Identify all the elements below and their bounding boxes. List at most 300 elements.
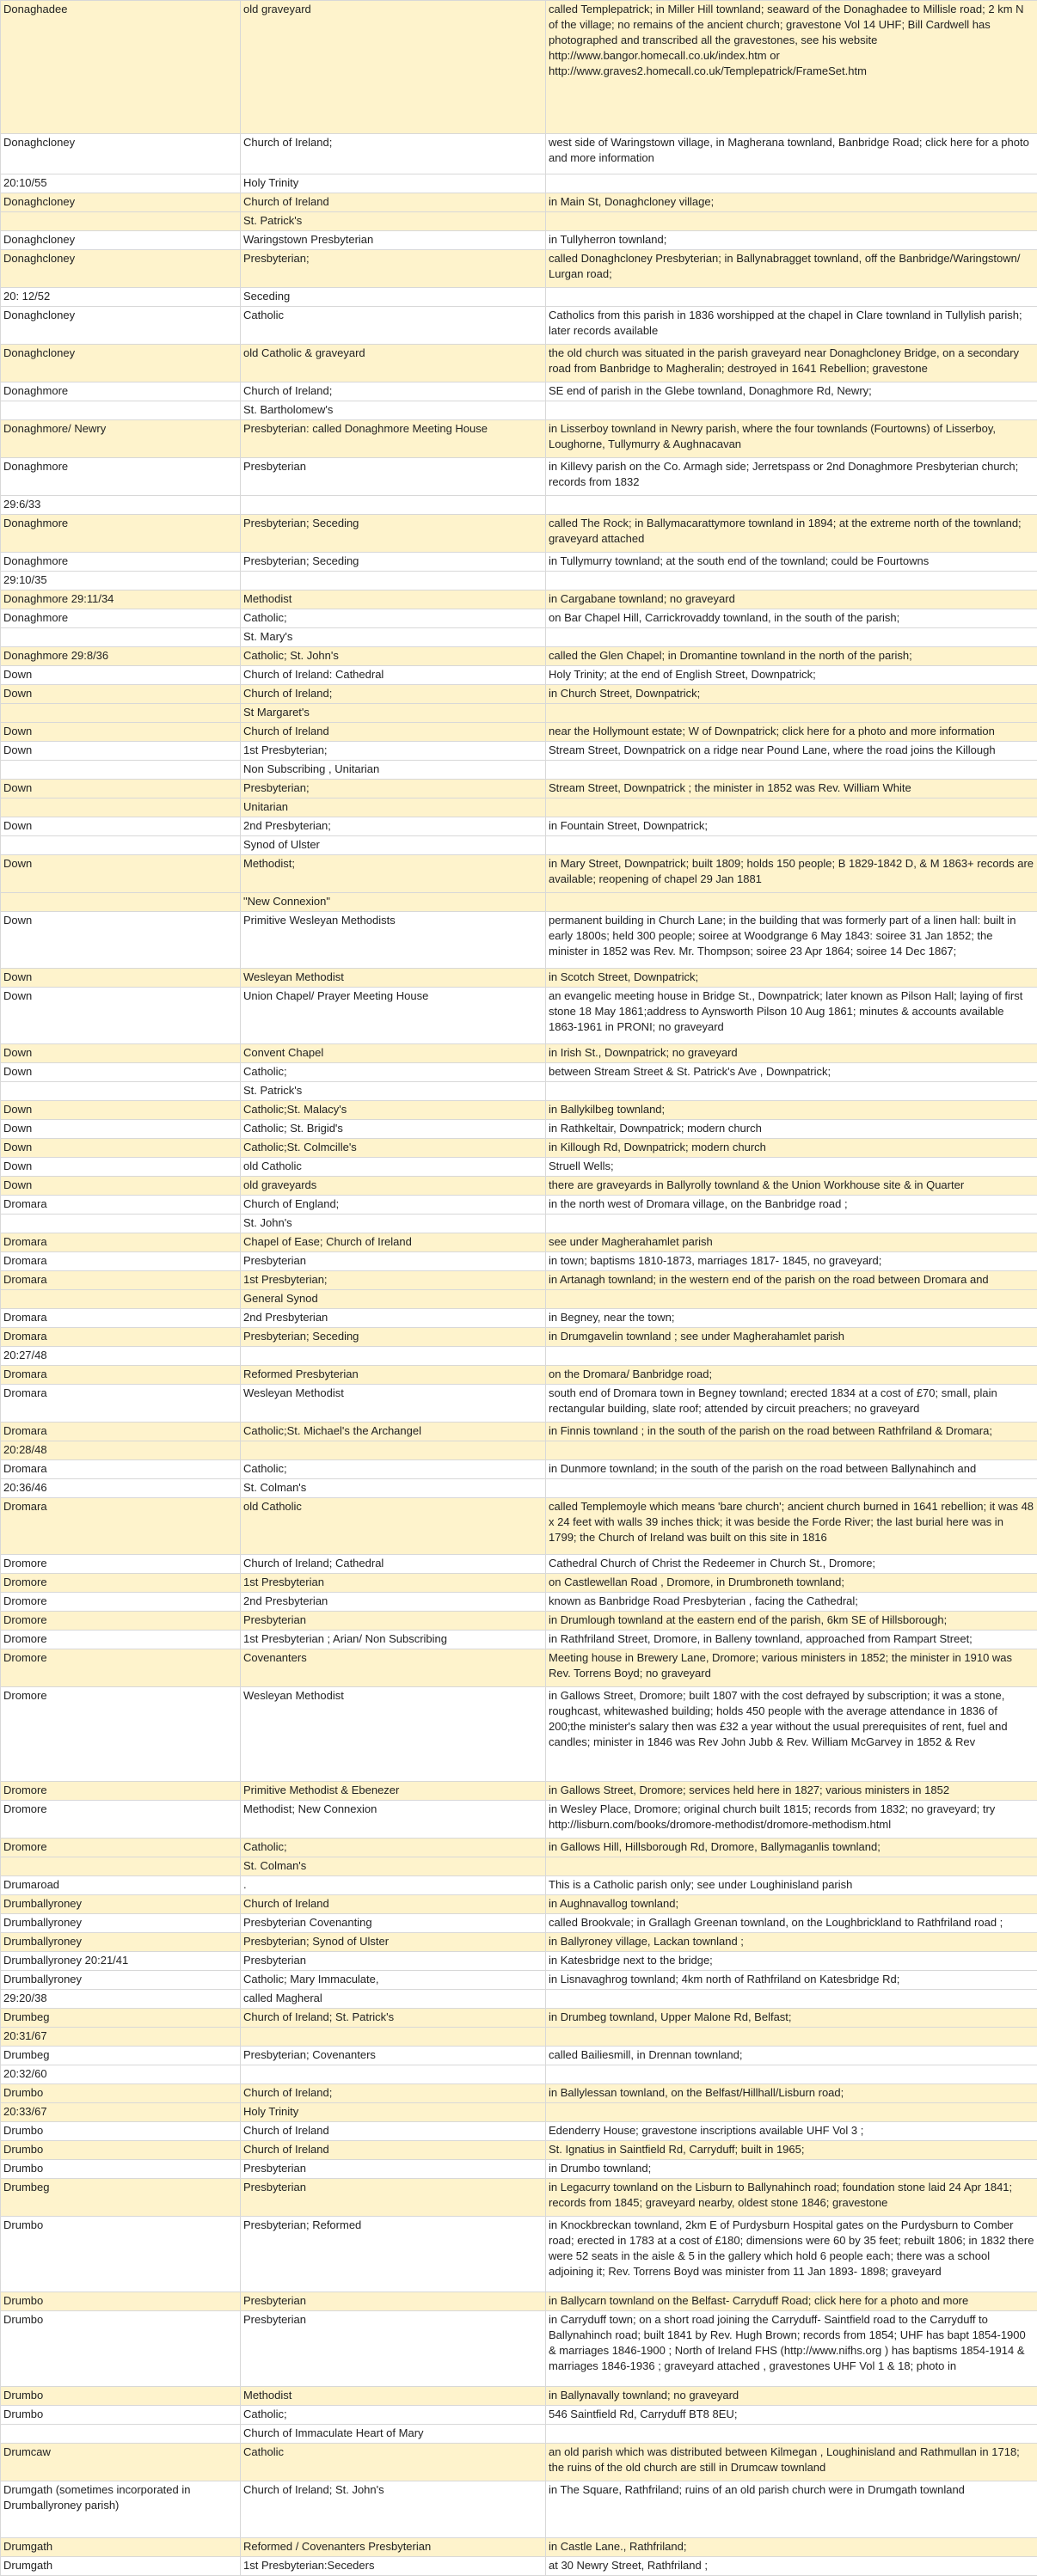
parish-cell: Drumbo — [1, 2387, 241, 2406]
denomination-cell — [241, 2065, 546, 2084]
notes-cell: known as Banbridge Road Presbyterian , facing the Cathedral; — [546, 1593, 1037, 1612]
parish-cell: 20:10/55 — [1, 174, 241, 193]
parish-cell: Dromara — [1, 1423, 241, 1441]
denomination-cell: Presbyterian — [241, 1612, 546, 1631]
parish-cell: Drumbo — [1, 2217, 241, 2292]
parish-cell: Drumbo — [1, 2406, 241, 2425]
parish-cell: Donaghcloney — [1, 250, 241, 288]
notes-cell — [546, 572, 1037, 590]
table-row — [1, 345, 1037, 382]
table-row — [1, 2028, 1037, 2047]
notes-cell — [546, 798, 1037, 817]
denomination-cell: 1st Presbyterian — [241, 1574, 546, 1593]
denomination-cell: Church of Ireland; — [241, 2084, 546, 2103]
table-row — [1, 1876, 1037, 1895]
parish-cell: Down — [1, 1063, 241, 1082]
denomination-cell: St. Colman's — [241, 1479, 546, 1498]
table-row — [1, 1196, 1037, 1215]
notes-cell: in Tullyherron townland; — [546, 231, 1037, 250]
parish-cell: Drumbo — [1, 2122, 241, 2141]
notes-cell: west side of Waringstown village, in Magherana townland, Banbridge Road; click here for a photo and more information — [546, 134, 1037, 174]
notes-cell: in Drumbeg townland, Upper Malone Rd, Belfast; — [546, 2009, 1037, 2028]
parish-cell — [1, 761, 241, 780]
table-row — [1, 572, 1037, 590]
parish-cell: Dromore — [1, 1555, 241, 1574]
parish-cell: Down — [1, 780, 241, 798]
parish-cell: 29:6/33 — [1, 496, 241, 515]
denomination-cell: Catholic;St. Colmcille's — [241, 1139, 546, 1158]
denomination-cell: St Margaret's — [241, 704, 546, 723]
denomination-cell: Synod of Ulster — [241, 836, 546, 855]
table-row — [1, 2009, 1037, 2028]
table-row — [1, 1479, 1037, 1498]
denomination-cell: Reformed Presbyterian — [241, 1366, 546, 1385]
table-row — [1, 1347, 1037, 1366]
parish-cell: Dromara — [1, 1271, 241, 1290]
parish-cell: 20:32/60 — [1, 2065, 241, 2084]
table-row — [1, 458, 1037, 496]
denomination-cell: Catholic; — [241, 1460, 546, 1479]
parish-cell: Dromara — [1, 1196, 241, 1215]
table-row — [1, 1839, 1037, 1857]
notes-cell: in Finnis townland ; in the south of the parish on the road between Rathfriland & Dromara; — [546, 1423, 1037, 1441]
parish-cell: Down — [1, 1120, 241, 1139]
notes-cell: in Ballylessan townland, on the Belfast/Hillhall/Lisburn road; — [546, 2084, 1037, 2103]
denomination-cell: 1st Presbyterian ; Arian/ Non Subscribing — [241, 1631, 546, 1649]
table-row — [1, 1612, 1037, 1631]
table-row — [1, 628, 1037, 647]
table-row — [1, 1423, 1037, 1441]
parish-cell: Down — [1, 817, 241, 836]
table-row — [1, 817, 1037, 836]
parish-cell: 20:33/67 — [1, 2103, 241, 2122]
table-row — [1, 1555, 1037, 1574]
notes-cell: called Donaghcloney Presbyterian; in Ballynabragget townland, off the Banbridge/Waringstown/ Lurgan road; — [546, 250, 1037, 288]
notes-cell: in Main St, Donaghcloney village; — [546, 193, 1037, 212]
parish-cell: Dromore — [1, 1574, 241, 1593]
notes-cell — [546, 1479, 1037, 1498]
denomination-cell: Catholic; — [241, 1839, 546, 1857]
denomination-cell: Catholic;St. Malacy's — [241, 1101, 546, 1120]
notes-cell — [546, 761, 1037, 780]
parish-cell: Donaghmore — [1, 609, 241, 628]
table-body — [1, 1, 1037, 2576]
notes-cell — [546, 1990, 1037, 2009]
parish-cell: Drumballyroney 20:21/41 — [1, 1952, 241, 1971]
denomination-cell: Waringstown Presbyterian — [241, 231, 546, 250]
denomination-cell: 1st Presbyterian:Seceders — [241, 2557, 546, 2576]
table-row — [1, 1366, 1037, 1385]
table-row — [1, 647, 1037, 666]
notes-cell: in Killevy parish on the Co. Armagh side; Jerretspass or 2nd Donaghmore Presbyterian church; records from 1832 — [546, 458, 1037, 496]
notes-cell: in Wesley Place, Dromore; original church built 1815; records from 1832; no graveyard; try http://lisburn.com/books/dromore-methodist/dromore-methodism.html — [546, 1801, 1037, 1839]
table-row — [1, 553, 1037, 572]
notes-cell: an old parish which was distributed between Kilmegan , Loughinisland and Rathmullan in 1718; the ruins of the old church are still in Drumcaw townland — [546, 2444, 1037, 2481]
denomination-cell: 1st Presbyterian; — [241, 742, 546, 761]
parish-cell: Drumballyroney — [1, 1971, 241, 1990]
table-row — [1, 1631, 1037, 1649]
parish-cell: Dromore — [1, 1839, 241, 1857]
notes-cell: in Lisserboy townland in Newry parish, where the four townlands (Fourtowns) of Lisserboy, Loughorne, Tullymurry & Aughnacavan — [546, 420, 1037, 458]
notes-cell — [546, 836, 1037, 855]
table-row — [1, 969, 1037, 988]
parish-cell: Donaghcloney — [1, 134, 241, 174]
denomination-cell: 2nd Presbyterian — [241, 1593, 546, 1612]
table-row — [1, 1460, 1037, 1479]
table-row — [1, 1101, 1037, 1120]
denomination-cell: Presbyterian; Reformed — [241, 2217, 546, 2292]
table-row — [1, 893, 1037, 912]
parish-cell: Drumbo — [1, 2311, 241, 2387]
table-row — [1, 1044, 1037, 1063]
denomination-cell: old Catholic & graveyard — [241, 345, 546, 382]
table-row — [1, 912, 1037, 969]
denomination-cell: Church of Ireland; Cathedral — [241, 1555, 546, 1574]
notes-cell: in Fountain Street, Downpatrick; — [546, 817, 1037, 836]
notes-cell — [546, 704, 1037, 723]
denomination-cell: Church of Ireland — [241, 723, 546, 742]
table-row — [1, 2065, 1037, 2084]
notes-cell: called The Rock; in Ballymacarattymore townland in 1894; at the extreme north of the townland; graveyard attached — [546, 515, 1037, 553]
denomination-cell: 1st Presbyterian; — [241, 1271, 546, 1290]
parish-cell: Down — [1, 723, 241, 742]
denomination-cell: Methodist — [241, 590, 546, 609]
parish-cell — [1, 704, 241, 723]
denomination-cell: Presbyterian; Synod of Ulster — [241, 1933, 546, 1952]
table-row — [1, 2292, 1037, 2311]
notes-cell: in Gallows Street, Dromore; built 1807 with the cost defrayed by subscription; it was a stone, roughcast, whitewashed building; holds 450 people with the average attendance in 1836 of 200;the minister's salary then was £32 a year without the usual prerequisites of rent, fuel and candles; minister in 1846 was Rev John Jubb & Rev. William McGarvey in 1852 & Rev — [546, 1687, 1037, 1782]
notes-cell: in Tullymurry townland; at the south end of the townland; could be Fourtowns — [546, 553, 1037, 572]
parish-cell: Drumballyroney — [1, 1895, 241, 1914]
table-row — [1, 1158, 1037, 1177]
denomination-cell: old graveyard — [241, 1, 546, 134]
notes-cell: in Katesbridge next to the bridge; — [546, 1952, 1037, 1971]
denomination-cell: Catholic; St. Brigid's — [241, 1120, 546, 1139]
notes-cell — [546, 1082, 1037, 1101]
notes-cell: in Rathkeltair, Downpatrick; modern church — [546, 1120, 1037, 1139]
notes-cell — [546, 1347, 1037, 1366]
parish-cell — [1, 401, 241, 420]
table-row — [1, 496, 1037, 515]
notes-cell: on the Dromara/ Banbridge road; — [546, 1366, 1037, 1385]
table-row — [1, 855, 1037, 893]
table-row — [1, 1441, 1037, 1460]
denomination-cell: Catholic;St. Michael's the Archangel — [241, 1423, 546, 1441]
notes-cell: in Drumgavelin townland ; see under Magherahamlet parish — [546, 1328, 1037, 1347]
denomination-cell: Catholic; St. John's — [241, 647, 546, 666]
parish-cell: Down — [1, 1158, 241, 1177]
parish-cell: Dromara — [1, 1460, 241, 1479]
parish-cell: 20:28/48 — [1, 1441, 241, 1460]
table-row — [1, 1498, 1037, 1555]
denomination-cell: Presbyterian — [241, 2292, 546, 2311]
denomination-cell: Church of England; — [241, 1196, 546, 1215]
table-row — [1, 1649, 1037, 1687]
table-row — [1, 590, 1037, 609]
parish-cell: Dromore — [1, 1593, 241, 1612]
parish-cell — [1, 212, 241, 231]
table-row — [1, 1574, 1037, 1593]
denomination-cell: Holy Trinity — [241, 2103, 546, 2122]
notes-cell: permanent building in Church Lane; in the building that was formerly part of a linen hall: built in early 1800s; held 300 people; soiree at Woodgrange 6 May 1843: soiree 31 Jan 1852; the minister in 1852 was Rev. Mr. Thompson; soiree 23 Apr 1864; soiree 14 Dec 1867; — [546, 912, 1037, 969]
notes-cell: on Castlewellan Road , Dromore, in Drumbroneth townland; — [546, 1574, 1037, 1593]
table-row — [1, 1120, 1037, 1139]
denomination-cell: Church of Ireland; St. Patrick's — [241, 2009, 546, 2028]
parish-cell: Down — [1, 1044, 241, 1063]
denomination-cell: Presbyterian; Seceding — [241, 553, 546, 572]
denomination-cell: old Catholic — [241, 1498, 546, 1555]
parish-cell: Dromara — [1, 1385, 241, 1423]
denomination-cell: Catholic; Mary Immaculate, — [241, 1971, 546, 1990]
notes-cell: see under Magherahamlet parish — [546, 1233, 1037, 1252]
table-row — [1, 1593, 1037, 1612]
denomination-cell: Wesleyan Methodist — [241, 1687, 546, 1782]
notes-cell — [546, 2065, 1037, 2084]
denomination-cell: Seceding — [241, 288, 546, 307]
notes-cell: in Begney, near the town; — [546, 1309, 1037, 1328]
denomination-cell: Catholic; — [241, 2406, 546, 2425]
table-row — [1, 1990, 1037, 2009]
notes-cell — [546, 1857, 1037, 1876]
denomination-cell — [241, 572, 546, 590]
table-row — [1, 2160, 1037, 2179]
table-row — [1, 609, 1037, 628]
notes-cell: on Bar Chapel Hill, Carrickrovaddy townland, in the south of the parish; — [546, 609, 1037, 628]
table-row — [1, 2406, 1037, 2425]
table-row — [1, 1271, 1037, 1290]
notes-cell: in Dunmore townland; in the south of the parish on the road between Ballynahinch and — [546, 1460, 1037, 1479]
parish-cell — [1, 1290, 241, 1309]
parish-cell: 20:31/67 — [1, 2028, 241, 2047]
table-row — [1, 2481, 1037, 2538]
parish-cell: Donaghcloney — [1, 307, 241, 345]
table-row — [1, 401, 1037, 420]
denomination-cell: St. John's — [241, 1215, 546, 1233]
denomination-cell: St. Patrick's — [241, 1082, 546, 1101]
denomination-cell: Church of Ireland; — [241, 685, 546, 704]
notes-cell — [546, 2103, 1037, 2122]
notes-cell: in Drumlough townland at the eastern end of the parish, 6km SE of Hillsborough; — [546, 1612, 1037, 1631]
notes-cell: Struell Wells; — [546, 1158, 1037, 1177]
parish-cell — [1, 2425, 241, 2444]
parish-cell — [1, 893, 241, 912]
denomination-cell: 2nd Presbyterian; — [241, 817, 546, 836]
denomination-cell: Methodist; New Connexion — [241, 1801, 546, 1839]
notes-cell: in Lisnavaghrog townland; 4km north of Rathfriland on Katesbridge Rd; — [546, 1971, 1037, 1990]
notes-cell: in Castle Lane., Rathfriland; — [546, 2538, 1037, 2557]
notes-cell: in Knockbreckan townland, 2km E of Purdysburn Hospital gates on the Purdysburn to Comber road; erected in 1783 at a cost of £180; dimensions were 60 by 35 feet; rebuilt 1806; in 1832 there were 52 seats in the aisle & 5 in the gallery which hold 6 people each; there was a school adjoining it; Rev. Torrens Boyd was minister from 11 Jan 1893- 1898; graveyard — [546, 2217, 1037, 2292]
denomination-cell: St. Bartholomew's — [241, 401, 546, 420]
table-row — [1, 1782, 1037, 1801]
parish-cell: Dromara — [1, 1252, 241, 1271]
table-row — [1, 2084, 1037, 2103]
table-row — [1, 1687, 1037, 1782]
table-row — [1, 420, 1037, 458]
denomination-cell: Presbyterian; Seceding — [241, 1328, 546, 1347]
table-row — [1, 250, 1037, 288]
denomination-cell: St. Patrick's — [241, 212, 546, 231]
parish-cell: Dromore — [1, 1801, 241, 1839]
notes-cell — [546, 212, 1037, 231]
notes-cell: in Ballyroney village, Lackan townland ; — [546, 1933, 1037, 1952]
parish-cell: Dromore — [1, 1687, 241, 1782]
table-row — [1, 1801, 1037, 1839]
parish-cell: Drumgath (sometimes incorporated in Drumballyroney parish) — [1, 2481, 241, 2538]
denomination-cell: Unitarian — [241, 798, 546, 817]
table-row — [1, 1, 1037, 134]
parish-cell: Down — [1, 988, 241, 1044]
notes-cell: at 30 Newry Street, Rathfriland ; — [546, 2557, 1037, 2576]
denomination-cell: Presbyterian — [241, 2160, 546, 2179]
table-row — [1, 780, 1037, 798]
parish-cell: Drumballyroney — [1, 1933, 241, 1952]
table-row — [1, 2141, 1037, 2160]
table-row — [1, 2387, 1037, 2406]
parish-cell: Dromore — [1, 1649, 241, 1687]
notes-cell: in Gallows Hill, Hillsborough Rd, Dromore, Ballymaganlis townland; — [546, 1839, 1037, 1857]
notes-cell — [546, 1290, 1037, 1309]
denomination-cell: Primitive Methodist & Ebenezer — [241, 1782, 546, 1801]
denomination-cell: Presbyterian; Seceding — [241, 515, 546, 553]
parish-cell — [1, 628, 241, 647]
table-row — [1, 1252, 1037, 1271]
denomination-cell: Covenanters — [241, 1649, 546, 1687]
table-row — [1, 761, 1037, 780]
notes-cell: Stream Street, Downpatrick ; the minister in 1852 was Rev. William White — [546, 780, 1037, 798]
table-row — [1, 1215, 1037, 1233]
parish-cell: Donaghadee — [1, 1, 241, 134]
notes-cell: Catholics from this parish in 1836 worshipped at the chapel in Clare townland in Tullylish parish; later records available — [546, 307, 1037, 345]
notes-cell: in Cargabane townland; no graveyard — [546, 590, 1037, 609]
notes-cell: Meeting house in Brewery Lane, Dromore; various ministers in 1852; the minister in 1910 was Rev. Torrens Boyd; no graveyard — [546, 1649, 1037, 1687]
denomination-cell — [241, 1441, 546, 1460]
table-row — [1, 1309, 1037, 1328]
table-row — [1, 1139, 1037, 1158]
denomination-cell: Presbyterian — [241, 1252, 546, 1271]
table-row — [1, 174, 1037, 193]
notes-cell — [546, 174, 1037, 193]
parish-cell: Drumcaw — [1, 2444, 241, 2481]
notes-cell: called Templemoyle which means 'bare church'; ancient church burned in 1641 rebellion; it was 48 x 24 feet with walls 39 inches thick; it was beside the Forde River; the last burial here was in 1799; the Church of Ireland was built on this site in 1816 — [546, 1498, 1037, 1555]
denomination-cell: Church of Ireland — [241, 1895, 546, 1914]
denomination-cell: Wesleyan Methodist — [241, 969, 546, 988]
denomination-cell: St. Colman's — [241, 1857, 546, 1876]
denomination-cell: Methodist; — [241, 855, 546, 893]
notes-cell — [546, 2028, 1037, 2047]
table-row — [1, 836, 1037, 855]
parish-cell — [1, 1215, 241, 1233]
parish-cell: Dromara — [1, 1498, 241, 1555]
denomination-cell — [241, 2028, 546, 2047]
parish-cell: Drumbeg — [1, 2047, 241, 2065]
denomination-cell: Presbyterian Covenanting — [241, 1914, 546, 1933]
parish-cell: Down — [1, 1177, 241, 1196]
notes-cell: between Stream Street & St. Patrick's Ave , Downpatrick; — [546, 1063, 1037, 1082]
notes-cell: in Gallows Street, Dromore; services held here in 1827; various ministers in 1852 — [546, 1782, 1037, 1801]
parish-cell: Drumbo — [1, 2160, 241, 2179]
notes-cell: called Bailiesmill, in Drennan townland; — [546, 2047, 1037, 2065]
parish-cell: 20:27/48 — [1, 1347, 241, 1366]
notes-cell: in Scotch Street, Downpatrick; — [546, 969, 1037, 988]
notes-cell: St. Ignatius in Saintfield Rd, Carryduff; built in 1965; — [546, 2141, 1037, 2160]
table-row — [1, 1385, 1037, 1423]
notes-cell: 546 Saintfield Rd, Carryduff BT8 8EU; — [546, 2406, 1037, 2425]
notes-cell: south end of Dromara town in Begney townland; erected 1834 at a cost of £70; small, plain rectangular building, slate roof; attended by circuit preachers; no graveyard — [546, 1385, 1037, 1423]
parish-cell: Donaghmore — [1, 458, 241, 496]
table-row — [1, 988, 1037, 1044]
table-row — [1, 2122, 1037, 2141]
notes-cell: in Church Street, Downpatrick; — [546, 685, 1037, 704]
parish-cell: Drumbo — [1, 2141, 241, 2160]
table-row — [1, 193, 1037, 212]
parish-cell: Drumballyroney — [1, 1914, 241, 1933]
denomination-cell: Church of Ireland; — [241, 382, 546, 401]
denomination-cell: Wesleyan Methodist — [241, 1385, 546, 1423]
denomination-cell: St. Mary's — [241, 628, 546, 647]
parish-cell: Drumbo — [1, 2292, 241, 2311]
denomination-cell: Presbyterian; — [241, 250, 546, 288]
parish-cell: Dromore — [1, 1782, 241, 1801]
table-row — [1, 2444, 1037, 2481]
notes-cell: in Drumbo townland; — [546, 2160, 1037, 2179]
notes-cell: in Rathfriland Street, Dromore, in Balleny townland, approached from Rampart Street; — [546, 1631, 1037, 1649]
notes-cell: in town; baptisms 1810-1873, marriages 1817- 1845, no graveyard; — [546, 1252, 1037, 1271]
notes-cell — [546, 288, 1037, 307]
notes-cell: in Ballykilbeg townland; — [546, 1101, 1037, 1120]
parish-cell: Drumbo — [1, 2084, 241, 2103]
notes-cell — [546, 2425, 1037, 2444]
denomination-cell: Presbyterian — [241, 458, 546, 496]
table-row — [1, 231, 1037, 250]
denomination-cell: Presbyterian — [241, 1952, 546, 1971]
parish-cell: Donaghcloney — [1, 231, 241, 250]
denomination-cell: Presbyterian: called Donaghmore Meeting House — [241, 420, 546, 458]
denomination-cell: Presbyterian — [241, 2179, 546, 2217]
table-row — [1, 2311, 1037, 2387]
notes-cell: near the Hollymount estate; W of Downpatrick; click here for a photo and more information — [546, 723, 1037, 742]
parish-cell: Down — [1, 969, 241, 988]
parish-cell: Donaghmore/ Newry — [1, 420, 241, 458]
denomination-cell: Church of Ireland; — [241, 134, 546, 174]
denomination-cell: Non Subscribing , Unitarian — [241, 761, 546, 780]
parish-cell — [1, 1082, 241, 1101]
notes-cell — [546, 628, 1037, 647]
table-row — [1, 212, 1037, 231]
notes-cell — [546, 1441, 1037, 1460]
denomination-cell: Presbyterian; Covenanters — [241, 2047, 546, 2065]
table-row — [1, 134, 1037, 174]
notes-cell: Edenderry House; gravestone inscriptions available UHF Vol 3 ; — [546, 2122, 1037, 2141]
parish-cell: Drumgath — [1, 2538, 241, 2557]
table-row — [1, 704, 1037, 723]
parish-cell: Dromara — [1, 1366, 241, 1385]
parish-cell: Down — [1, 666, 241, 685]
notes-cell: in Ballycarn townland on the Belfast- Carryduff Road; click here for a photo and more — [546, 2292, 1037, 2311]
denomination-cell — [241, 496, 546, 515]
table-row — [1, 798, 1037, 817]
parish-cell: Dromara — [1, 1309, 241, 1328]
table-row — [1, 1328, 1037, 1347]
table-row — [1, 666, 1037, 685]
parish-cell: Drumbeg — [1, 2179, 241, 2217]
denomination-cell: Union Chapel/ Prayer Meeting House — [241, 988, 546, 1044]
parish-cell: Down — [1, 912, 241, 969]
table-row — [1, 685, 1037, 704]
notes-cell — [546, 893, 1037, 912]
table-row — [1, 1952, 1037, 1971]
denomination-cell — [241, 1347, 546, 1366]
denomination-cell: Methodist — [241, 2387, 546, 2406]
